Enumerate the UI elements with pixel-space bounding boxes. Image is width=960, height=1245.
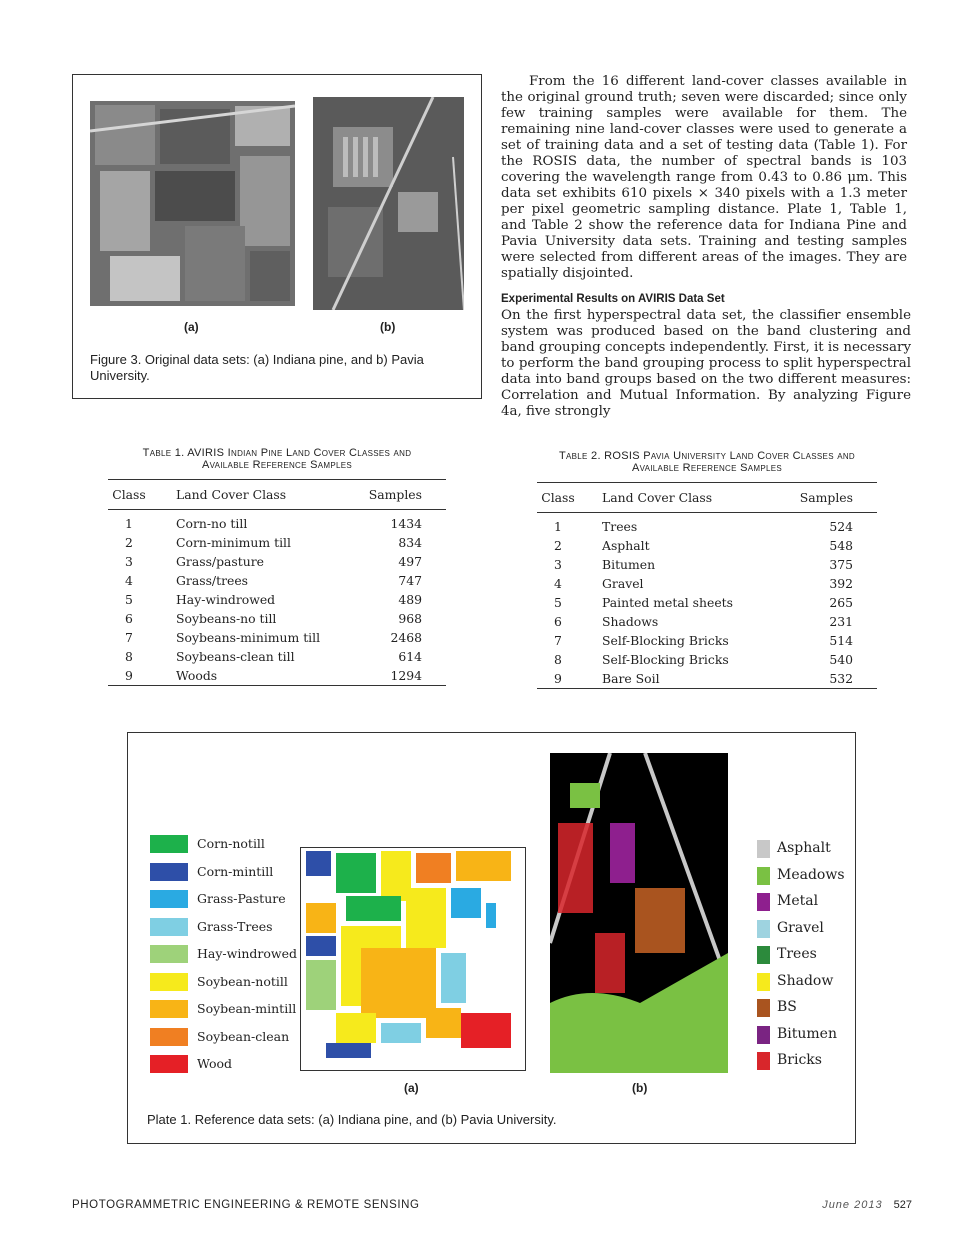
table-2-header-samples: Samples — [777, 483, 877, 513]
legend-label: Asphalt — [777, 840, 831, 856]
legend-label: Metal — [777, 893, 819, 909]
sample-count: 265 — [829, 595, 853, 610]
legend-swatch — [757, 920, 770, 938]
table-1-header-samples: Samples — [354, 480, 446, 510]
land-cover-class: Painted metal sheets — [602, 595, 733, 610]
class-number: 5 — [125, 592, 133, 607]
table-1-header-land-cover: Land Cover Class — [150, 480, 354, 510]
legend-swatch — [757, 973, 770, 991]
land-cover-class: Hay-windrowed — [176, 592, 276, 607]
plate-1a-label: (a) — [404, 1081, 419, 1095]
table-2 — [537, 482, 877, 689]
sample-count: 747 — [398, 573, 422, 588]
class-number: 6 — [125, 611, 133, 626]
table-2-header-class: Class — [537, 483, 579, 513]
land-cover-class: Grass/pasture — [176, 554, 264, 569]
section-heading: Experimental Results on AVIRIS Data Set — [501, 293, 725, 305]
legend-label: Grass-Trees — [197, 918, 273, 934]
table-row — [108, 510, 446, 534]
table-row — [108, 628, 446, 647]
legend-swatch — [150, 1055, 188, 1073]
table-2-header-land-cover: Land Cover Class — [579, 483, 777, 513]
class-number: 3 — [554, 557, 562, 572]
legend-label: Corn-notill — [197, 836, 265, 851]
journal-name: PHOTOGRAMMETRIC ENGINEERING & REMOTE SENSING — [72, 1199, 420, 1211]
class-number: 8 — [554, 652, 562, 667]
legend-swatch — [150, 1028, 188, 1046]
sample-count: 514 — [829, 633, 853, 648]
section-paragraph: On the first hyperspectral data set, the classifier ensemble system was produced based on the band clustering and band grouping concepts independently. First, it is necessary to perform the band grouping process to split hyperspectral data into band groups based on the two different measures: Correlation and Mutual Information. By analyzing Figure 4a, five strongly — [501, 308, 912, 419]
legend-swatch — [757, 867, 770, 885]
class-number: 9 — [108, 666, 150, 686]
land-cover-class: Trees — [602, 519, 638, 534]
sample-count: 497 — [398, 554, 422, 569]
pavia-university-grayscale-image — [313, 97, 464, 310]
land-cover-class: Self-Blocking Bricks — [602, 652, 729, 667]
legend-label: BS — [777, 999, 797, 1015]
land-cover-class: Bitumen — [602, 557, 656, 572]
table-1-caption — [108, 447, 446, 471]
plate-1-caption: Plate 1. Reference data sets: (a) Indiana pine, and (b) Pavia University. — [147, 1112, 557, 1127]
sample-count: 1434 — [390, 516, 422, 531]
table-1-header-class: Class — [108, 480, 150, 510]
sample-count: 968 — [398, 611, 422, 626]
class-number: 1 — [125, 516, 133, 531]
sample-count: 524 — [829, 519, 853, 534]
legend-label: Bricks — [777, 1052, 822, 1068]
sample-count: 540 — [829, 652, 853, 667]
land-cover-class: Woods — [150, 666, 354, 686]
legend-label: Trees — [777, 946, 817, 962]
legend-swatch — [150, 973, 188, 991]
legend-label: Soybean-clean — [197, 1028, 290, 1044]
class-number: 6 — [554, 614, 562, 629]
legend-swatch — [757, 893, 770, 911]
class-number: 2 — [125, 535, 133, 550]
table-row — [537, 555, 877, 574]
land-cover-class: Asphalt — [602, 538, 650, 553]
class-number: 4 — [554, 576, 562, 591]
figure-3b-label: (b) — [380, 320, 396, 334]
table-row — [537, 612, 877, 631]
table-row — [108, 666, 446, 686]
land-cover-class: Corn-minimum till — [176, 535, 291, 550]
land-cover-class: Gravel — [602, 576, 644, 591]
table-row — [108, 647, 446, 666]
sample-count: 548 — [829, 538, 853, 553]
table-row — [108, 533, 446, 552]
page-info — [822, 1199, 912, 1211]
issue-date: June 2013 — [822, 1199, 883, 1211]
land-cover-class: Shadows — [602, 614, 659, 629]
land-cover-class: Grass/trees — [176, 573, 249, 588]
sample-count: 2468 — [390, 630, 422, 645]
sample-count: 489 — [398, 592, 422, 607]
legend-label: Hay-windrowed — [197, 946, 297, 961]
legend-label: Shadow — [777, 972, 834, 989]
legend-swatch — [757, 999, 770, 1017]
table-2-caption-line2: Available Reference Samples — [631, 462, 783, 474]
intro-paragraph: From the 16 different land-cover classes available in the original ground truth; seven were discarded; since only few training samples were available for them. The remaining nine land-cover classes were used to generate a set of training data and a set of testing data (Table 1). For the ROSIS data, the number of spectral bands is 103 covering the wavelength range from 0.43 to 0.86 μm. This data set exhibits 610 pixels × 340 pixels with a 1.3 meter per pixel geometric sampling distance. Plate 1, Table 1, and Table 2 show the reference data for Indiana Pine and Pavia University data sets. Training and testing samples were selected from different areas of the images. They are spatially disjointed. — [501, 74, 907, 281]
legend-swatch — [150, 1000, 188, 1018]
class-number: 7 — [125, 630, 133, 645]
indiana-pine-reference-map — [300, 847, 526, 1071]
land-cover-class: Soybeans-minimum till — [176, 630, 321, 645]
sample-count: 532 — [777, 669, 877, 689]
page-number: 527 — [893, 1199, 912, 1211]
figure-3a-label: (a) — [184, 320, 199, 334]
legend-swatch — [150, 945, 188, 963]
table-row — [108, 590, 446, 609]
legend-label: Bitumen — [777, 1025, 837, 1042]
table-1-caption-line2: Available Reference Samples — [201, 459, 353, 471]
legend-swatch — [150, 918, 188, 936]
legend-label: Soybean-mintill — [197, 1001, 297, 1016]
sample-count: 392 — [829, 576, 853, 591]
legend-swatch — [757, 840, 770, 858]
legend-label: Corn-mintill — [197, 863, 274, 879]
sample-count: 1294 — [354, 666, 446, 686]
table-row — [537, 574, 877, 593]
class-number: 9 — [537, 669, 579, 689]
legend-swatch — [150, 890, 188, 908]
pavia-university-reference-map — [550, 753, 728, 1073]
legend-swatch — [757, 946, 770, 964]
sample-count: 375 — [829, 557, 853, 572]
sample-count: 834 — [398, 535, 422, 550]
class-number: 2 — [554, 538, 562, 553]
table-1-caption-line1: Table 1. AVIRIS Indian Pine Land Cover Classes and — [142, 447, 412, 459]
figure-3-caption: Figure 3. Original data sets: (a) Indiana pine, and b) Pavia University. — [90, 352, 424, 383]
table-row — [537, 536, 877, 555]
legend-swatch — [150, 835, 188, 853]
table-row — [537, 650, 877, 669]
sample-count: 231 — [829, 614, 853, 629]
table-2-caption-line1: Table 2. ROSIS Pavia University Land Cover Classes and — [559, 450, 855, 462]
class-number: 3 — [125, 554, 133, 569]
table-2-caption — [537, 450, 877, 474]
land-cover-class: Corn-no till — [176, 516, 248, 531]
indiana-pine-grayscale-image — [90, 101, 295, 306]
table-row — [537, 631, 877, 650]
legend-label: Gravel — [777, 919, 824, 936]
class-number: 4 — [125, 573, 133, 588]
land-cover-class: Self-Blocking Bricks — [602, 633, 729, 648]
class-number: 7 — [554, 633, 562, 648]
table-row — [537, 593, 877, 612]
legend-swatch — [757, 1052, 770, 1070]
land-cover-class: Soybeans-clean till — [176, 649, 295, 664]
legend-label: Soybean-notill — [197, 973, 288, 989]
class-number: 5 — [554, 595, 562, 610]
table-row — [108, 552, 446, 571]
legend-swatch — [150, 863, 188, 881]
legend-label: Meadows — [777, 866, 845, 883]
land-cover-class: Soybeans-no till — [176, 611, 277, 626]
table-row — [537, 669, 877, 689]
sample-count: 614 — [398, 649, 422, 664]
legend-swatch — [757, 1026, 770, 1044]
legend-label: Grass-Pasture — [197, 891, 286, 906]
plate-1b-label: (b) — [632, 1081, 648, 1095]
table-row — [108, 571, 446, 590]
legend-label: Wood — [197, 1056, 233, 1071]
class-number: 1 — [554, 519, 562, 534]
table-row — [108, 609, 446, 628]
table-row — [537, 513, 877, 537]
land-cover-class: Bare Soil — [579, 669, 777, 689]
class-number: 8 — [125, 649, 133, 664]
table-1 — [108, 479, 446, 686]
